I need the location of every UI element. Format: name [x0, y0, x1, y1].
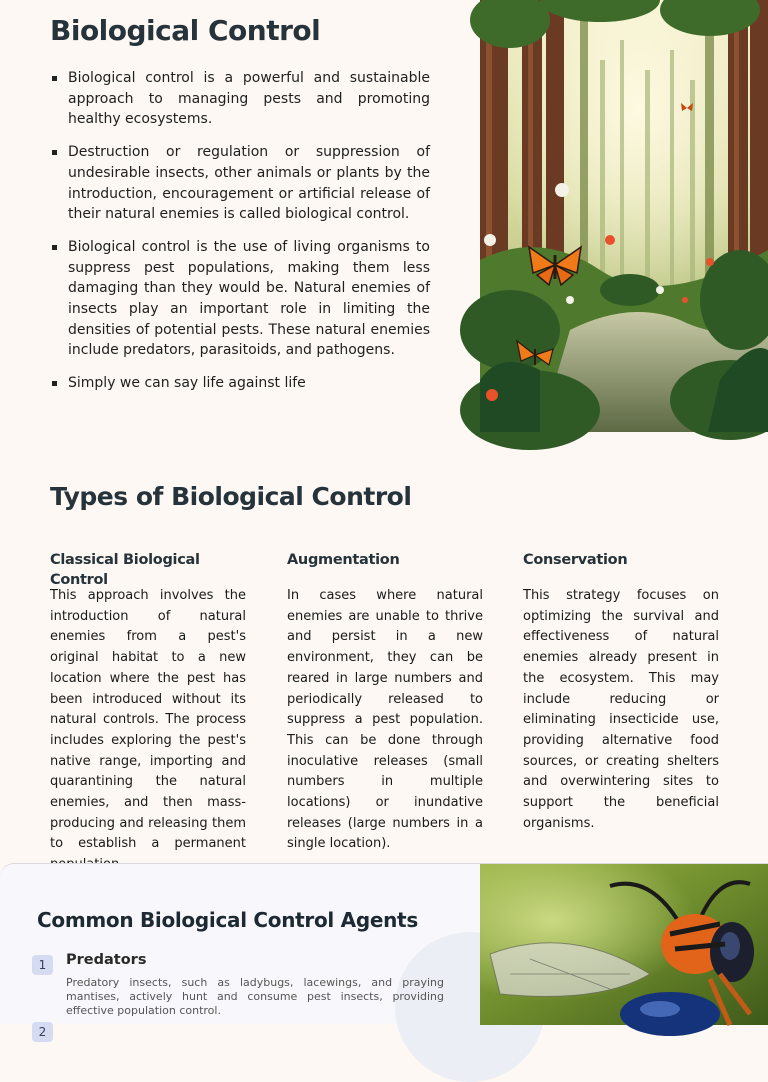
- bullet-item: Biological control is the use of living organisms to suppress pest populations, making them less damaging than they would be. Natural enemies of insects play an important role in limiting the densities of potential pests. These natural enemies include predators, parasitoids, and pathogens.: [50, 237, 430, 361]
- bullet-item: Simply we can say life against life: [50, 373, 430, 394]
- forest-illustration-icon: [480, 0, 768, 432]
- agent-description: Predatory insects, such as ladybugs, lacewings, and praying mantises, actively hunt and consume pest insects, providing effective population control.: [66, 976, 444, 1017]
- column-conservation: [523, 550, 719, 834]
- column-body: In cases where natural enemies are unable to thrive and persist in a new environment, they can be reared in large numbers and periodically released to suppress a pest population. This can be done through inoculative releases (small numbers in multiple locations) or inundative releases (large numbers in a single location).: [287, 588, 483, 852]
- column-heading: Classical Biological Control: [50, 552, 200, 588]
- column-heading: Augmentation: [287, 552, 400, 568]
- column-body: This strategy focuses on optimizing the survival and effectiveness of natural enemies already present in the ecosystem. This may include reducing or eliminating insecticide use, providing alternative food sources, or creating shelters and overwintering sites to support the beneficial organisms.: [523, 588, 719, 831]
- bullet-item: Destruction or regulation or suppression of undesirable insects, other animals or plants by the introduction, encouragement or artificial release of their natural enemies is called biological control.: [50, 142, 430, 225]
- wasp-photo: [480, 864, 768, 1025]
- bullet-item: Biological control is a powerful and sustainable approach to managing pests and promoting healthy ecosystems.: [50, 68, 430, 130]
- page-title: Biological Control: [50, 14, 321, 47]
- column-augmentation: [287, 550, 483, 855]
- intro-section: [0, 0, 768, 432]
- number-badge: 2: [32, 1022, 53, 1042]
- column-heading: Conservation: [523, 552, 628, 568]
- forest-butterflies-illustration: [480, 0, 768, 432]
- agents-section: [0, 863, 768, 1039]
- agents-title: Common Biological Control Agents: [37, 908, 418, 932]
- types-title: Types of Biological Control: [50, 482, 412, 511]
- column-classical: [50, 550, 246, 876]
- number-badge: 1: [32, 955, 53, 975]
- wasp-photo-icon: [480, 864, 768, 1025]
- column-body: This approach involves the introduction of natural enemies from a pest's original habitat to a new location where the pest has been introduced without its natural controls. The process includes exploring the pest's native range, importing and quarantining the natural enemies, and then mass-producing and releasing them to establish a permanent: [50, 588, 246, 852]
- intro-bullet-list: [50, 68, 430, 406]
- agent-name: Predators: [66, 952, 147, 968]
